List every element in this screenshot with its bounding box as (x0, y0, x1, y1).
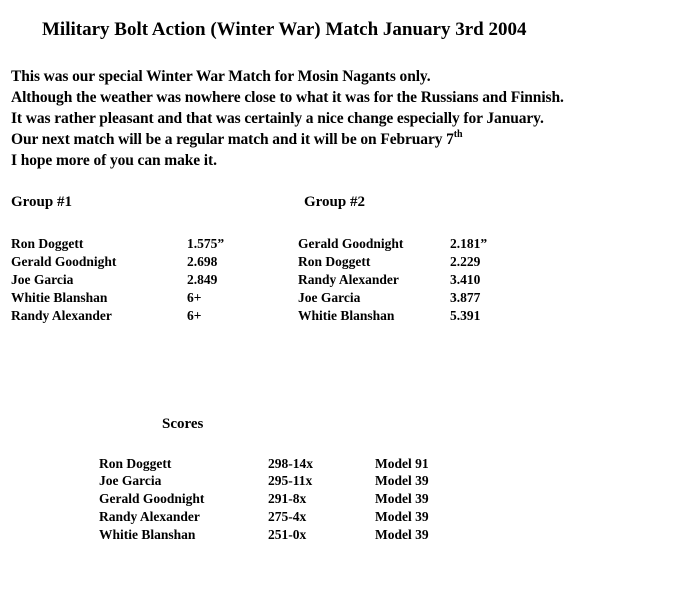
group1-value: 6+ (187, 290, 202, 305)
score-name: Joe Garcia (99, 473, 162, 488)
group2-value: 2.181” (450, 236, 488, 251)
score-value: 295-11x (268, 473, 313, 488)
score-value: 251-0x (268, 527, 307, 542)
group2-name: Ron Doggett (298, 254, 371, 269)
page-title: Military Bolt Action (Winter War) Match January 3rd 2004 (42, 19, 527, 40)
group2-name: Gerald Goodnight (298, 236, 404, 251)
group2-name: Joe Garcia (298, 290, 361, 305)
group1-value: 2.849 (187, 272, 218, 287)
group2-value: 3.877 (450, 290, 481, 305)
intro-line-text: Our next match will be a regular match and it will be on February 7 (11, 131, 454, 148)
group1-value: 2.698 (187, 254, 218, 269)
group1-name: Whitie Blanshan (11, 290, 108, 305)
score-value: 291-8x (268, 491, 307, 506)
score-rifle: Model 39 (375, 527, 429, 542)
score-rifle: Model 39 (375, 491, 429, 506)
intro-line (11, 131, 463, 149)
score-name: Randy Alexander (99, 509, 200, 524)
score-rifle: Model 39 (375, 509, 429, 524)
group1-name: Ron Doggett (11, 236, 84, 251)
score-value: 275-4x (268, 509, 307, 524)
score-name: Whitie Blanshan (99, 527, 196, 542)
group2-name: Whitie Blanshan (298, 308, 395, 323)
group1-name: Gerald Goodnight (11, 254, 117, 269)
group2-value: 5.391 (450, 308, 481, 323)
intro-line: I hope more of you can make it. (11, 152, 217, 169)
group1-name: Randy Alexander (11, 308, 112, 323)
score-name: Ron Doggett (99, 456, 172, 471)
score-value: 298-14x (268, 456, 313, 471)
group2-value: 3.410 (450, 272, 481, 287)
score-name: Gerald Goodnight (99, 491, 205, 506)
intro-line: This was our special Winter War Match for Mosin Nagants only. (11, 68, 431, 85)
group2-name: Randy Alexander (298, 272, 399, 287)
group1-value: 6+ (187, 308, 202, 323)
score-rifle: Model 91 (375, 456, 429, 471)
intro-line: Although the weather was nowhere close to what it was for the Russians and Finnish. (11, 89, 564, 106)
ordinal-superscript: th (453, 129, 463, 140)
score-rifle: Model 39 (375, 473, 429, 488)
intro-line: It was rather pleasant and that was certainly a nice change especially for January. (11, 110, 544, 127)
group2-label: Group #2 (304, 194, 365, 210)
scores-label: Scores (162, 416, 204, 432)
group1-value: 1.575” (187, 236, 225, 251)
group1-label: Group #1 (11, 194, 72, 210)
group2-value: 2.229 (450, 254, 481, 269)
group1-name: Joe Garcia (11, 272, 74, 287)
